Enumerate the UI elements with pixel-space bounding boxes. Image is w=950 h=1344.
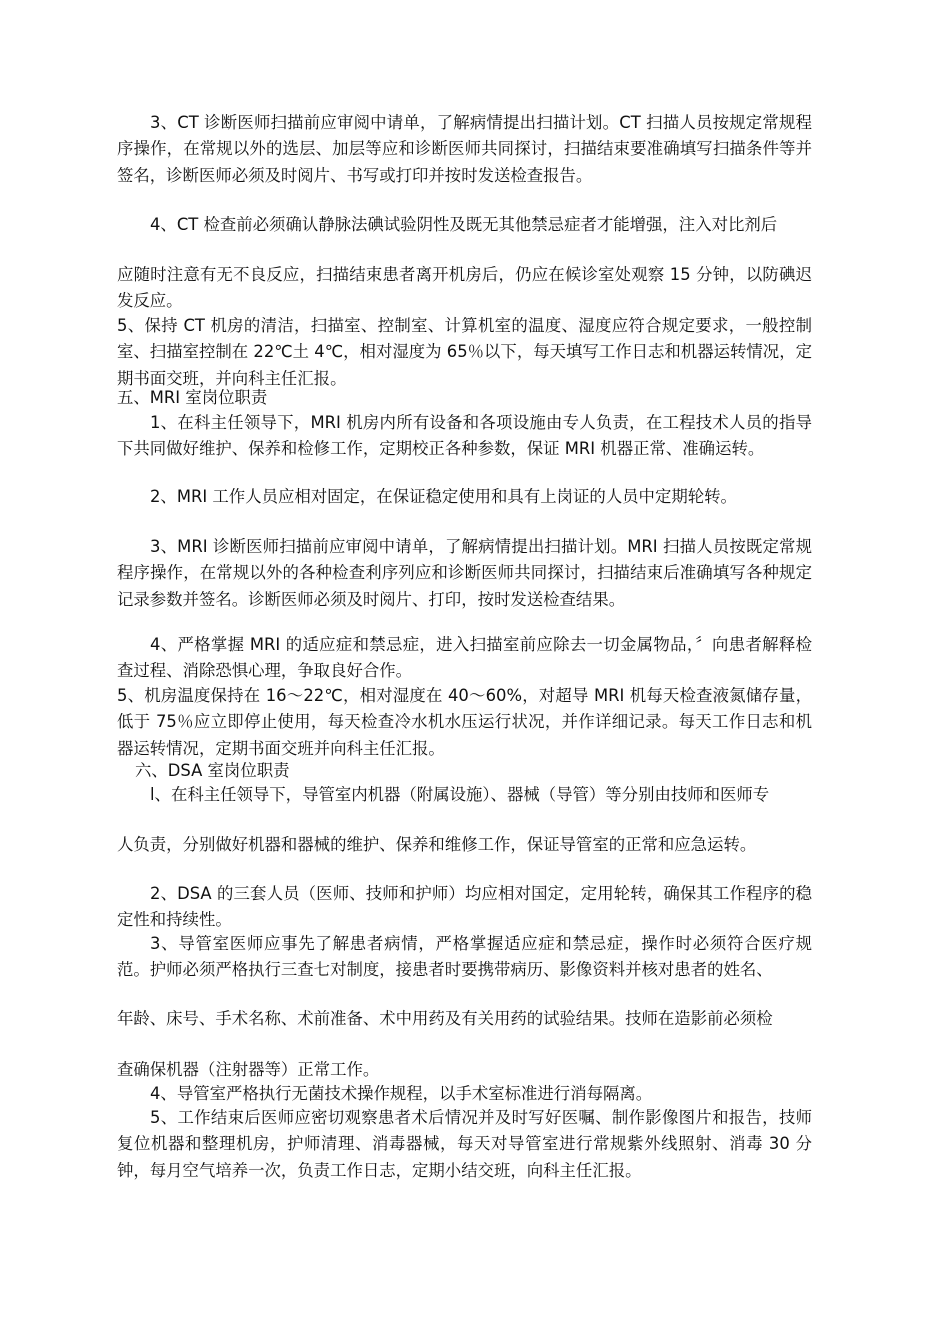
paragraph-dsa-2: 2、DSA 的三套人员（医师、技师和护师）均应相对国定，定用轮转，确保其工作程序的稳定性和持续性。 — [117, 884, 812, 930]
paragraph-dsa-1-continued: 人负责，分别做好机器和器械的维护、保养和维修工作，保证导管室的正常和应急运转。 — [117, 835, 757, 854]
paragraph-ct-5: 5、保持 CT 机房的清洁，扫描室、控制室、计算机室的温度、湿度应符合规定要求，一般控制室、扫描室控制在 22℃土 4℃，相对湿度为 65％以下，每天填写工作日志和机器运转情况，定期书面交班，并向科主任汇报。 — [117, 316, 812, 388]
paragraph-dsa-4: 4、导管室严格执行无菌技术操作规程，以手术室标准进行消每隔离。 — [150, 1084, 653, 1103]
paragraph-mri-5: 5、机房温度保持在 16～22℃，相对湿度在 40～60%，对超导 MRI 机每天检查液氮储存量，低于 75％应立即停止使用，每天检查冷水机水压运行状况，并作详细记录。每天工作日志和机器运转情况，定期书面交班并向科主任汇报。 — [117, 686, 812, 758]
paragraph-ct-4-continued: 应随时注意有无不良反应，扫描结束患者离开机房后，仍应在候诊室处观察 15 分钟，以防碘迟发反应。 — [117, 265, 812, 311]
paragraph-mri-1: 1、在科主任领导下，MRI 机房内所有设备和各项设施由专人负责，在工程技术人员的指导下共同做好维护、保养和检修工作，定期校正各种参数，保证 MRI 机器正常、准确运转。 — [117, 413, 812, 459]
section-heading-mri: 五、MRI 室岗位职责 — [117, 388, 268, 407]
paragraph-dsa-3-end: 查确保机器（注射器等）正常工作。 — [117, 1060, 380, 1079]
paragraph-ct-4: 4、CT 检查前必须确认静脉法碘试验阴性及既无其他禁忌症者才能增强，注入对比剂后 — [150, 215, 778, 234]
paragraph-mri-2: 2、MRI 工作人员应相对固定，在保证稳定使用和具有上岗证的人员中定期轮转。 — [150, 487, 737, 506]
paragraph-mri-4: 4、严格掌握 MRI 的适应症和禁忌症，进入扫描室前应除去一切金属物品，〞向患者解释检查过程、消除恐惧心理，争取良好合作。 — [117, 635, 812, 681]
paragraph-mri-3: 3、MRI 诊断医师扫描前应审阅中请单，了解病情提出扫描计划。MRI 扫描人员按既定常规程序操作，在常规以外的各种检查利序列应和诊断医师共同探讨，扫描结束后准确填写各种规定记录参数并签名。诊断医师必须及时阅片、打印，按时发送检查结果。 — [117, 537, 812, 609]
paragraph-dsa-3: 3、导管室医师应事先了解患者病情，严格掌握适应症和禁忌症，操作时必须符合医疗规范。护师必须严格执行三查七对制度，接患者时要携带病历、影像资料并核对患者的姓名、 — [117, 934, 812, 980]
paragraph-dsa-5: 5、工作结束后医师应密切观察患者术后情况并及时写好医嘱、制作影像图片和报告，技师复位机器和整理机房，护师清理、消毒器械，每天对导管室进行常规紫外线照射、消毒 30 分钟，每月空气培养一次，负责工作日志，定期小结交班，向科主任汇报。 — [117, 1108, 812, 1180]
paragraph-dsa-3-continued: 年龄、床号、手术名称、术前准备、术中用药及有关用药的试验结果。技师在造影前必须检 — [117, 1009, 773, 1028]
paragraph-ct-3: 3、CT 诊断医师扫描前应审阅中请单，了解病情提出扫描计划。CT 扫描人员按规定常规程序操作，在常规以外的选层、加层等应和诊断医师共同探讨，扫描结束要准确填写扫描条件等并签名，诊断医师必须及时阅片、书写或打印并按时发送检查报告。 — [117, 113, 812, 185]
paragraph-dsa-1: l、在科主任领导下，导管室内机器（附属设施）、器械（导管）等分别由技师和医师专 — [150, 785, 770, 804]
section-heading-dsa: 六、DSA 室岗位职责 — [135, 761, 290, 780]
